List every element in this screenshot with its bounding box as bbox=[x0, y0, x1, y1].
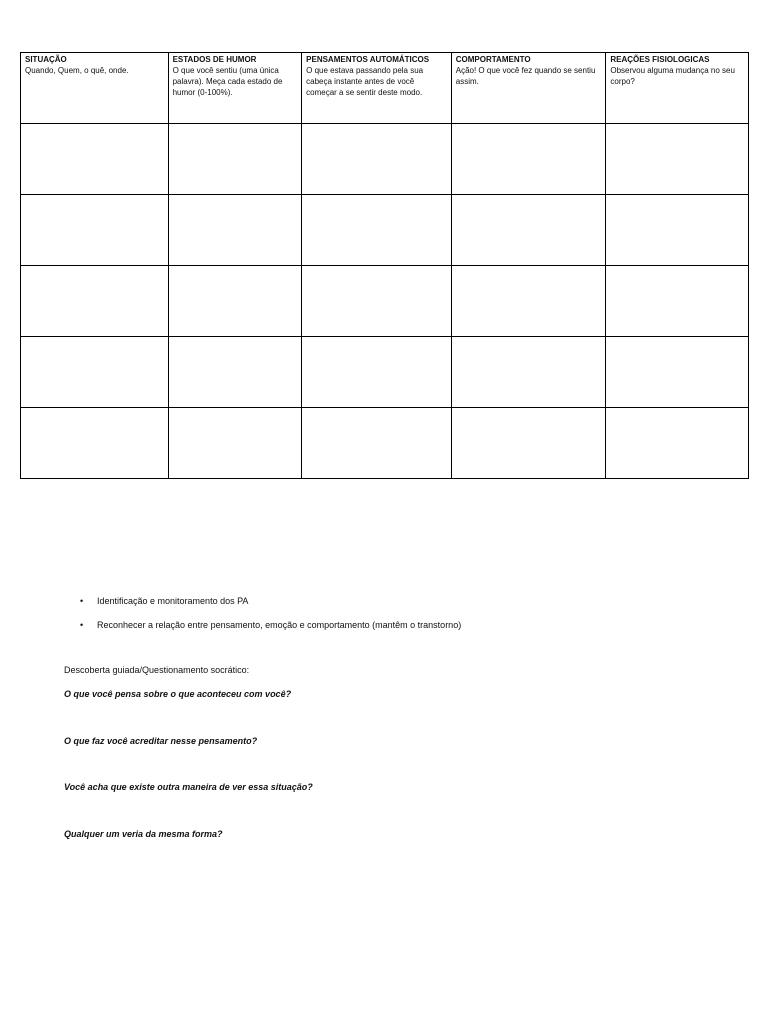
table-cell[interactable] bbox=[168, 337, 302, 408]
socratic-question: Qualquer um veria da mesma forma? bbox=[64, 829, 223, 839]
table-cell[interactable] bbox=[606, 266, 749, 337]
table-row bbox=[21, 195, 749, 266]
table-cell[interactable] bbox=[451, 266, 606, 337]
table-cell[interactable] bbox=[168, 124, 302, 195]
header-title: REAÇÕES FISIOLOGICAS bbox=[610, 55, 710, 64]
table-cell[interactable] bbox=[451, 337, 606, 408]
header-reacoes-fisiologicas bbox=[606, 53, 749, 124]
table-row bbox=[21, 408, 749, 479]
table-cell[interactable] bbox=[302, 408, 452, 479]
table-cell[interactable] bbox=[21, 195, 169, 266]
table-cell[interactable] bbox=[21, 266, 169, 337]
header-title: COMPORTAMENTO bbox=[455, 55, 531, 64]
list-item-text: Reconhecer a relação entre pensamento, emoção e comportamento (mantêm o transtorno) bbox=[97, 620, 462, 630]
header-title: PENSAMENTOS AUTOMÁTICOS bbox=[306, 55, 430, 64]
table-cell[interactable] bbox=[451, 195, 606, 266]
list-item bbox=[80, 619, 461, 631]
table-row bbox=[21, 337, 749, 408]
header-description: Observou alguma mudança no seu corpo? bbox=[610, 66, 735, 86]
table-cell[interactable] bbox=[302, 124, 452, 195]
table-cell[interactable] bbox=[168, 195, 302, 266]
table-cell[interactable] bbox=[606, 337, 749, 408]
list-item bbox=[80, 595, 461, 607]
table-header-row bbox=[21, 53, 749, 124]
header-estados-de-humor bbox=[168, 53, 302, 124]
header-title: ESTADOS DE HUMOR bbox=[172, 55, 257, 64]
table-cell[interactable] bbox=[168, 266, 302, 337]
table-cell[interactable] bbox=[21, 337, 169, 408]
table-row bbox=[21, 266, 749, 337]
table-cell[interactable] bbox=[21, 408, 169, 479]
socratic-question: Você acha que existe outra maneira de ver essa situação? bbox=[64, 782, 313, 792]
header-description: Quando, Quem, o quê, onde. bbox=[25, 66, 129, 75]
header-situacao bbox=[21, 53, 169, 124]
header-pensamentos-automaticos bbox=[302, 53, 452, 124]
table-cell[interactable] bbox=[21, 124, 169, 195]
table-cell[interactable] bbox=[302, 337, 452, 408]
guided-discovery-heading: Descoberta guiada/Questionamento socrático: bbox=[64, 665, 250, 675]
bullet-icon: • bbox=[80, 620, 84, 630]
list-item-text: Identificação e monitoramento dos PA bbox=[97, 596, 249, 606]
table-cell[interactable] bbox=[168, 408, 302, 479]
socratic-question: O que faz você acreditar nesse pensamento? bbox=[64, 736, 258, 746]
bullet-icon: • bbox=[80, 596, 84, 606]
header-comportamento bbox=[451, 53, 606, 124]
header-description: O que estava passando pela sua cabeça instante antes de você começar a se sentir deste modo. bbox=[306, 66, 424, 97]
table-cell[interactable] bbox=[606, 408, 749, 479]
bullet-list bbox=[80, 595, 461, 643]
table-cell[interactable] bbox=[451, 124, 606, 195]
header-title: SITUAÇÃO bbox=[25, 55, 67, 64]
socratic-question: O que você pensa sobre o que aconteceu com você? bbox=[64, 689, 292, 699]
header-description: Ação! O que você fez quando se sentiu assim. bbox=[455, 66, 596, 86]
table-cell[interactable] bbox=[606, 195, 749, 266]
table-cell[interactable] bbox=[606, 124, 749, 195]
header-description: O que você sentiu (uma única palavra). Meça cada estado de humor (0-100%). bbox=[172, 66, 283, 97]
table-cell[interactable] bbox=[302, 195, 452, 266]
table-cell[interactable] bbox=[451, 408, 606, 479]
thought-record-table bbox=[20, 52, 749, 479]
table-cell[interactable] bbox=[302, 266, 452, 337]
table-row bbox=[21, 124, 749, 195]
